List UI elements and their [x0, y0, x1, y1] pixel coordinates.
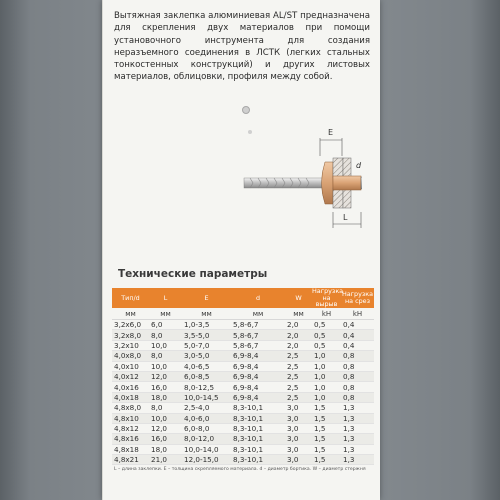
table-row [112, 445, 374, 455]
table-cell: 8,3-10,1 [233, 424, 264, 434]
table-cell: 4,0х16 [114, 382, 139, 392]
dim-d-label: d [356, 161, 362, 170]
footnote: L – длина заклепки. E – толщина скрепляемого материала. d – диаметр бортика. W – диаметр стержня [114, 467, 366, 472]
table-header [112, 288, 374, 308]
unit-cell: kH [352, 309, 363, 318]
table-cell: 6,9-8,4 [233, 382, 259, 392]
table-cell: 10,0 [151, 413, 168, 423]
table-cell: 8,0-12,0 [184, 434, 215, 444]
table-cell: 2,5-4,0 [184, 403, 210, 413]
table-cell: 4,8х18 [114, 444, 139, 454]
table-row [112, 424, 374, 434]
table-cell: 8,0-12,5 [184, 382, 215, 392]
table-cell: 1,0 [314, 372, 326, 382]
table-row [112, 330, 374, 340]
table-cell: 1,3 [343, 424, 355, 434]
table-cell: 4,8х16 [114, 434, 139, 444]
th-pull-load: Нагрузка на вырыв [312, 287, 344, 309]
card-edge [102, 0, 103, 500]
table-cell: 1,0 [314, 382, 326, 392]
table-cell: 1,0-3,5 [184, 320, 210, 330]
table-cell: 1,5 [314, 403, 326, 413]
unit-cell: мм [293, 309, 304, 318]
unit-cell: мм [252, 309, 264, 318]
table-cell: 0,8 [343, 351, 355, 361]
table-cell: 6,9-8,4 [233, 351, 259, 361]
table-cell: 12,0 [151, 424, 168, 434]
table-row [112, 414, 374, 424]
table-cell: 8,3-10,1 [233, 455, 264, 465]
table-cell: 2,0 [287, 320, 299, 330]
table-cell: 6,9-8,4 [233, 361, 259, 371]
table-cell: 10,0 [151, 361, 168, 371]
table-row [112, 341, 374, 351]
table-cell: 5,8-6,7 [233, 340, 259, 350]
table-cell: 1,5 [314, 424, 326, 434]
table-cell: 2,0 [287, 330, 299, 340]
table-cell: 2,5 [287, 382, 299, 392]
table-row [112, 455, 374, 465]
unit-cell: kH [321, 309, 332, 318]
table-cell: 3,0 [287, 403, 299, 413]
unit-cell: мм [125, 309, 136, 318]
table-cell: 3,5-5,0 [184, 330, 210, 340]
table-cell: 6,0 [151, 320, 163, 330]
th-shear-load: Нагрузка на срез [341, 290, 374, 305]
table-cell: 4,0-6,5 [184, 361, 210, 371]
table-cell: 1,0 [314, 392, 326, 402]
table-cell: 4,8х10 [114, 413, 139, 423]
table-cell: 1,5 [314, 413, 326, 423]
table-body [112, 320, 374, 465]
table-cell: 8,0 [151, 351, 163, 361]
table-cell: 21,0 [151, 455, 168, 465]
table-cell: 0,4 [343, 340, 355, 350]
table-cell: 4,0х10 [114, 361, 139, 371]
table-cell: 8,0 [151, 330, 163, 340]
table-cell: 3,0 [287, 434, 299, 444]
table-cell: 4,0х18 [114, 392, 139, 402]
table-cell: 3,2х6,0 [114, 320, 142, 330]
tech-params-title: Технические параметры [118, 268, 268, 280]
table-row [112, 393, 374, 403]
table-cell: 4,0х12 [114, 372, 139, 382]
table-cell: 0,4 [343, 320, 355, 330]
table-cell: 18,0 [151, 392, 168, 402]
unit-cell: мм [201, 309, 212, 318]
rivet-drawing [142, 116, 362, 244]
table-cell: 0,4 [343, 330, 355, 340]
table-cell: 10,0 [151, 340, 168, 350]
th-type: Тип/d [121, 293, 140, 302]
table-cell: 16,0 [151, 382, 168, 392]
table-cell: 8,3-10,1 [233, 413, 264, 423]
table-cell: 12,0-15,0 [184, 455, 219, 465]
table-cell: 4,8х8,0 [114, 403, 142, 413]
table-cell: 1,5 [314, 455, 326, 465]
table-cell: 1,0 [314, 351, 326, 361]
table-cell: 2,0 [287, 340, 299, 350]
table-cell: 3,0 [287, 424, 299, 434]
table-row [112, 372, 374, 382]
table-cell: 2,5 [287, 392, 299, 402]
table-cell: 3,2х10 [114, 340, 139, 350]
table-cell: 16,0 [151, 434, 168, 444]
table-cell: 8,0 [151, 403, 163, 413]
th-w: W [295, 293, 302, 302]
table-cell: 8,3-10,1 [233, 434, 264, 444]
table-cell: 1,3 [343, 434, 355, 444]
table-cell: 1,5 [314, 444, 326, 454]
table-cell: 8,3-10,1 [233, 444, 264, 454]
table-cell: 1,0 [314, 361, 326, 371]
table-row [112, 382, 374, 392]
table-cell: 1,3 [343, 444, 355, 454]
dim-e-label: E [328, 128, 334, 137]
table-cell: 2,5 [287, 351, 299, 361]
table-row [112, 351, 374, 361]
table-cell: 3,0-5,0 [184, 351, 210, 361]
table-cell: 1,3 [343, 455, 355, 465]
table-cell: 6,9-8,4 [233, 372, 259, 382]
hang-hole [242, 106, 250, 114]
specs-table [112, 288, 374, 465]
table-cell: 3,0 [287, 444, 299, 454]
table-cell: 6,9-8,4 [233, 392, 259, 402]
table-cell: 2,5 [287, 372, 299, 382]
table-cell: 4,0х8,0 [114, 351, 142, 361]
table-cell: 3,0 [287, 455, 299, 465]
th-e: E [204, 293, 209, 302]
table-cell: 10,0-14,5 [184, 392, 219, 402]
table-cell: 6,0-8,0 [184, 424, 210, 434]
table-cell: 0,8 [343, 392, 355, 402]
dim-l-label: L [343, 213, 348, 222]
th-d: d [255, 293, 261, 302]
table-cell: 0,5 [314, 340, 326, 350]
table-cell: 1,5 [314, 434, 326, 444]
table-cell: 3,0 [287, 413, 299, 423]
table-cell: 8,3-10,1 [233, 403, 264, 413]
table-cell: 0,8 [343, 382, 355, 392]
table-cell: 4,0-6,0 [184, 413, 210, 423]
table-cell: 2,5 [287, 361, 299, 371]
table-cell: 3,2х8,0 [114, 330, 142, 340]
product-description: Вытяжная заклепка алюминиевая AL/ST предназначена для скрепления двух материалов при помощи установочного инструмента для создания неразъемного соединения в ЛСТК (легких стальных тонкостенных конструкций) и других листовых материалов, облицовки, профиля между собой. [114, 11, 370, 83]
table-cell: 0,8 [343, 372, 355, 382]
table-cell: 0,5 [314, 320, 326, 330]
table-cell: 10,0-14,0 [184, 444, 219, 454]
table-cell: 5,8-6,7 [233, 320, 259, 330]
table-cell: 0,5 [314, 330, 326, 340]
th-l: L [163, 293, 168, 302]
table-cell: 0,8 [343, 361, 355, 371]
table-cell: 1,3 [343, 413, 355, 423]
table-cell: 18,0 [151, 444, 168, 454]
table-cell: 5,0-7,0 [184, 340, 210, 350]
table-cell: 4,8х12 [114, 424, 139, 434]
table-row [112, 320, 374, 330]
table-units-row [112, 308, 374, 320]
table-cell: 12,0 [151, 372, 168, 382]
table-cell: 1,3 [343, 403, 355, 413]
table-row [112, 403, 374, 413]
table-cell: 6,0-8,5 [184, 372, 210, 382]
table-row [112, 362, 374, 372]
table-row [112, 434, 374, 444]
unit-cell: мм [160, 309, 171, 318]
product-card [102, 0, 380, 500]
table-cell: 5,8-6,7 [233, 330, 259, 340]
table-cell: 4,8х21 [114, 455, 139, 465]
